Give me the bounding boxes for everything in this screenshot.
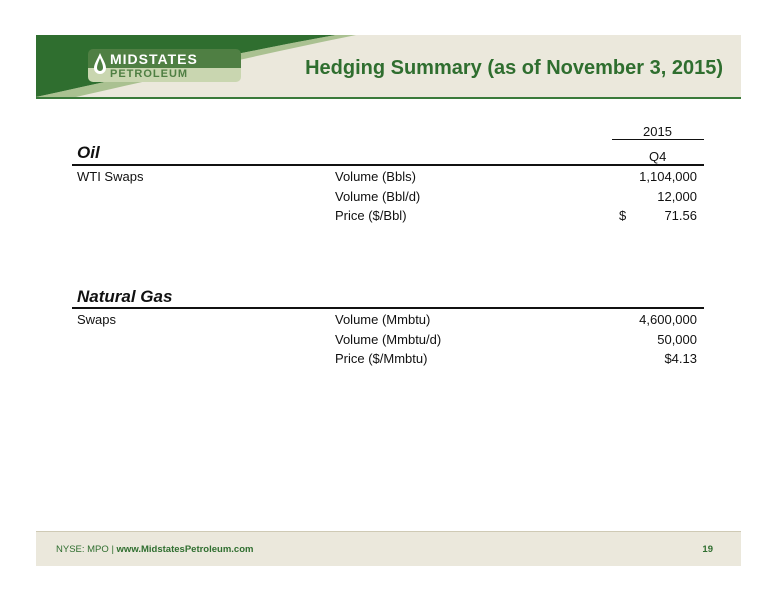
year-underline [612,139,704,140]
gas-metric-label: Price ($/Mmbtu) [335,351,428,366]
company-logo [88,49,241,82]
gas-section-rule [72,307,704,309]
page-number: 19 [702,544,713,555]
slide-header [36,35,741,97]
oil-instrument: WTI Swaps [77,169,144,184]
footer-website-link[interactable]: www.MidstatesPetroleum.com [116,544,254,555]
gas-instrument: Swaps [77,312,117,327]
quarter-header: Q4 [649,149,667,164]
oil-metric-label: Volume (Bbls) [335,169,416,184]
oil-price-currency: $ [619,208,627,223]
gas-section-label: Natural Gas [77,287,173,306]
gas-metric-value: $4.13 [664,351,697,366]
slide-footer [36,531,741,566]
footer-ticker: NYSE: MPO [56,544,109,555]
oil-section-label: Oil [77,143,100,162]
gas-metric-value: 4,600,000 [639,312,697,327]
gas-metric-label: Volume (Mmbtu) [335,312,431,327]
footer-text [56,544,253,555]
footer-separator: | [111,544,114,555]
oil-metric-value: 1,104,000 [639,169,697,184]
oil-metric-label: Volume (Bbl/d) [335,189,421,204]
oil-metric-value: 12,000 [657,189,697,204]
year-header: 2015 [643,124,672,139]
header-divider [36,97,741,99]
gas-metric-label: Volume (Mmbtu/d) [335,332,442,347]
logo-text-line1: MIDSTATES [110,51,198,67]
oil-metric-value: 71.56 [664,208,697,223]
oil-section-rule [72,164,704,166]
page-title: Hedging Summary (as of November 3, 2015) [305,57,723,79]
oil-metric-label: Price ($/Bbl) [335,208,407,223]
logo-text-line2: PETROLEUM [110,68,189,80]
gas-metric-value: 50,000 [657,332,697,347]
oil-drop-icon [94,53,106,75]
